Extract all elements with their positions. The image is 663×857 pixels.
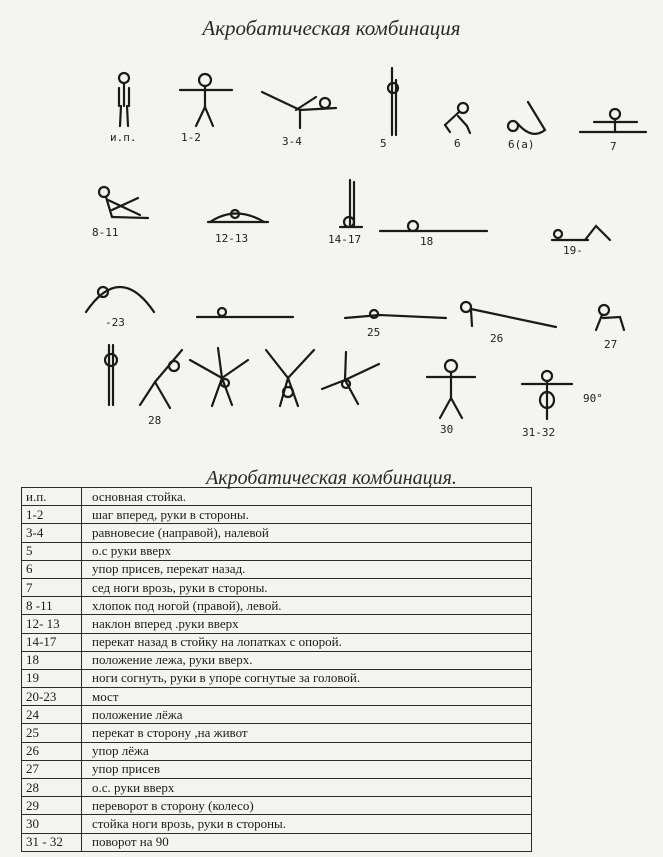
step-description: о.с. руки вверх (82, 779, 532, 797)
figure-label: 27 (604, 338, 618, 351)
table-row (22, 742, 532, 760)
table-row (22, 760, 532, 778)
step-number: 26 (22, 742, 82, 760)
figure-seated-legs-apart (580, 109, 646, 132)
figure-label: 25 (367, 326, 381, 339)
step-number: и.п. (22, 488, 82, 506)
table-row (22, 542, 532, 560)
step-number: 6 (22, 560, 82, 578)
step-description: о.с руки вверх (82, 542, 532, 560)
table-row (22, 669, 532, 687)
figure-label: 12-13 (215, 232, 249, 245)
figure-label: 30 (440, 423, 454, 436)
figure-squat-support (596, 305, 624, 330)
figure-roll-back (508, 102, 545, 134)
figure-balance (262, 92, 336, 128)
step-description: шаг вперед, руки в стороны. (82, 506, 532, 524)
step-description: равновесие (направой), налевой (82, 524, 532, 542)
figure-squat (445, 103, 470, 133)
step-number: 30 (22, 815, 82, 833)
figure-label: 31-32 (522, 426, 556, 439)
figure-label: 7 (610, 140, 617, 153)
figure-lying (197, 308, 293, 317)
table-row (22, 779, 532, 797)
step-number: 31 - 32 (22, 833, 82, 851)
step-description: наклон вперед .руки вверх (82, 615, 532, 633)
table-row (22, 724, 532, 742)
step-number: 28 (22, 779, 82, 797)
table-row (22, 797, 532, 815)
step-description: хлопок под ногой (правой), левой. (82, 597, 532, 615)
figure-label: 28 (148, 414, 162, 427)
step-description: сед ноги врозь, руки в стороны. (82, 578, 532, 596)
table-row (22, 815, 532, 833)
step-description: перекат назад в стойку на лопатках с опорой. (82, 633, 532, 651)
table-row (22, 688, 532, 706)
table-row (22, 488, 532, 506)
step-description: ноги согнуть, руки в упоре согнутые за головой. (82, 669, 532, 687)
step-description: основная стойка. (82, 488, 532, 506)
step-description: мост (82, 688, 532, 706)
figure-label: 19- (563, 244, 583, 257)
step-number: 5 (22, 542, 82, 560)
step-number: 14-17 (22, 633, 82, 651)
step-description: упор присев (82, 760, 532, 778)
figure-label: 14-17 (328, 233, 362, 246)
figure-label: 8-11 (92, 226, 119, 239)
figure-step-arms-sideways (180, 74, 232, 126)
step-description: поворот на 90 (82, 833, 532, 851)
figure-label: -23 (105, 316, 125, 329)
figure-label: 6(а) (508, 138, 535, 151)
step-number: 3-4 (22, 524, 82, 542)
table-row (22, 615, 532, 633)
step-number: 1-2 (22, 506, 82, 524)
figure-lying-arms-up (380, 221, 487, 231)
figure-bent-legs-prep (552, 226, 610, 240)
figure-cartwheel-inverted (266, 350, 314, 406)
step-description: упор лёжа (82, 742, 532, 760)
table-row (22, 706, 532, 724)
step-number: 8 -11 (22, 597, 82, 615)
figure-forward-bend (208, 210, 268, 222)
step-number: 18 (22, 651, 82, 669)
figure-label: 26 (490, 332, 504, 345)
table-row (22, 597, 532, 615)
figure-cartwheel-finish (322, 352, 379, 404)
figure-cartwheel-start (105, 345, 117, 405)
step-number: 27 (22, 760, 82, 778)
steps-table (21, 487, 532, 852)
figure-label: 6 (454, 137, 461, 150)
table-row (22, 833, 532, 851)
table-row (22, 506, 532, 524)
step-number: 29 (22, 797, 82, 815)
step-description: положение лёжа (82, 706, 532, 724)
figure-bridge (86, 287, 154, 312)
figure-label: и.п. (110, 131, 137, 144)
step-number: 7 (22, 578, 82, 596)
step-description: положение лежа, руки вверх. (82, 651, 532, 669)
figure-cartwheel-lunge (140, 350, 182, 408)
figure-label: 5 (380, 137, 387, 150)
table-title: Акробатическая комбинация. (206, 467, 457, 489)
figure-shoulder-stand (340, 180, 362, 227)
step-description: перекат в сторону ,на живот (82, 724, 532, 742)
table-row (22, 524, 532, 542)
page-title: Акробатическая комбинация (202, 16, 461, 40)
figure-roll-to-stomach (345, 310, 446, 318)
table-row (22, 560, 532, 578)
step-number: 12- 13 (22, 615, 82, 633)
step-description: стойка ноги врозь, руки в стороны. (82, 815, 532, 833)
figure-initial-stance (119, 73, 129, 126)
figure-arms-up (388, 68, 398, 135)
table-row (22, 633, 532, 651)
figure-clap-under-leg (99, 187, 148, 218)
table-row (22, 578, 532, 596)
figure-stance-arms-sideways (427, 360, 475, 418)
step-number: 25 (22, 724, 82, 742)
figure-label: 1-2 (181, 131, 201, 144)
figure-cartwheel-hands (190, 348, 248, 406)
step-description: упор присев, перекат назад. (82, 560, 532, 578)
step-number: 24 (22, 706, 82, 724)
figure-turn-90 (522, 371, 572, 419)
figure-label: 3-4 (282, 135, 302, 148)
figure-label: 18 (420, 235, 434, 248)
step-number: 19 (22, 669, 82, 687)
step-number: 20-23 (22, 688, 82, 706)
step-description: переворот в сторону (колесо) (82, 797, 532, 815)
figure-front-support (461, 302, 556, 327)
table-row (22, 651, 532, 669)
figure-label: 90° (583, 392, 603, 405)
